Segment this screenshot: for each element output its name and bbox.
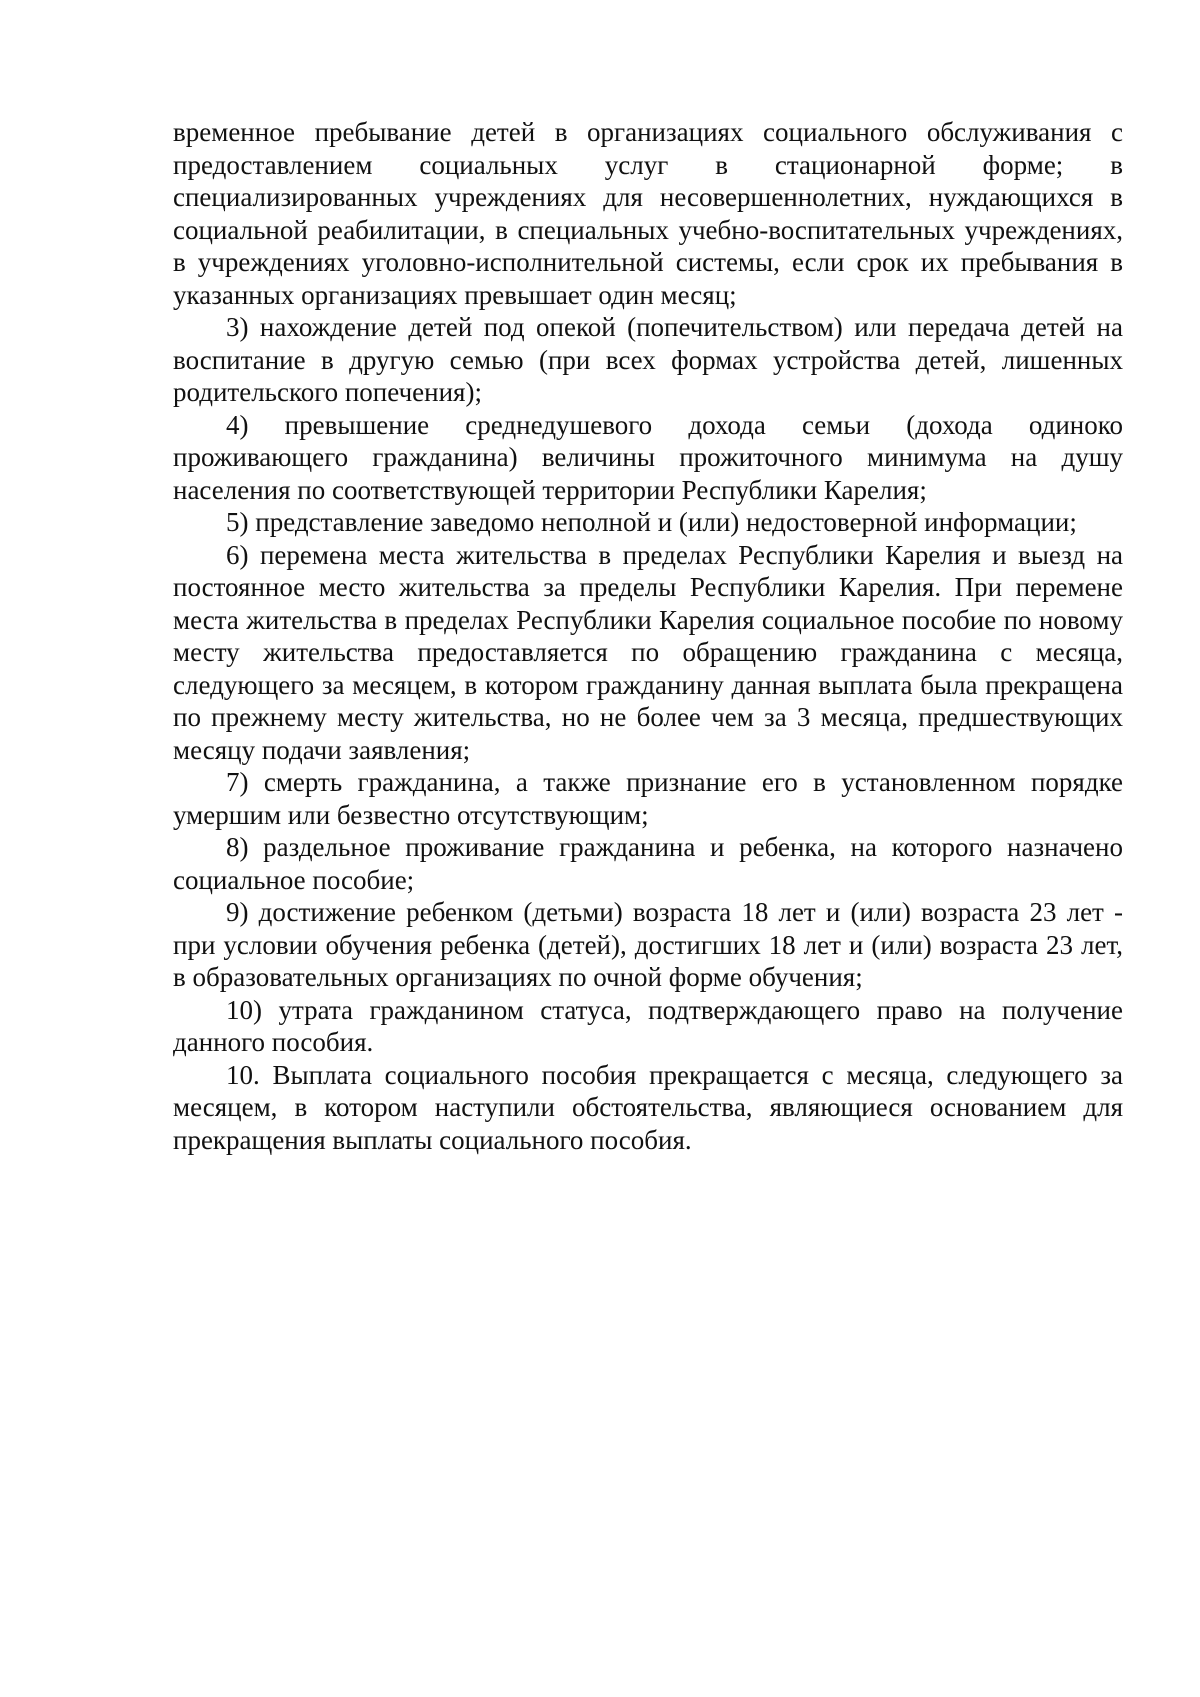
paragraph-item-8: 8) раздельное проживание гражданина и ребенка, на которого назначено социальное пособие; [173,832,1123,895]
paragraph-item-7: 7) смерть гражданина, а также признание его в установленном порядке умершим или безвестно отсутствующим; [173,767,1123,830]
paragraph-item-10: 10) утрата гражданином статуса, подтверждающего право на получение данного пособия. [173,994,1123,1057]
paragraph-clause-10: 10. Выплата социального пособия прекращается с месяца, следующего за месяцем, в котором наступили обстоятельства, являющиеся основанием для прекращения выплаты социального пособия. [173,1059,1123,1155]
paragraph-item-6: 6) перемена места жительства в пределах Республики Карелия и выезд на постоянное место жительства за пределы Республики Карелия. При перемене места жительства в пределах Республики Карелия социальное пособие по новому месту жительства предоставляется по обращению гражданина с месяца, следующего за месяцем, в котором гражданину данная выплата была прекращена по прежнему месту жительства, но не более чем за 3 месяца, предшествующих месяцу подачи заявления; [173,539,1123,765]
paragraph-item-4: 4) превышение среднедушевого дохода семьи (дохода одиноко проживающего гражданина) величины прожиточного минимума на душу населения по соответствующей территории Республики Карелия; [173,409,1123,505]
paragraph-continuation: временное пребывание детей в организациях социального обслуживания с предоставлением социальных услуг в стационарной форме; в специализированных учреждениях для несовершеннолетних, нуждающихся в социальной реабилитации, в специальных учебно-воспитательных учреждениях, в учреждениях уголовно-исполнительной системы, если срок их пребывания в указанных организациях превышает один месяц; [173,117,1123,310]
paragraph-item-3: 3) нахождение детей под опекой (попечительством) или передача детей на воспитание в другую семью (при всех формах устройства детей, лишенных родительского попечения); [173,312,1123,407]
document-body [173,116,1123,1156]
paragraph-item-5: 5) представление заведомо неполной и (или) недостоверной информации; [226,507,1077,537]
paragraph-item-9: 9) достижение ребенком (детьми) возраста 18 лет и (или) возраста 23 лет - при условии обучения ребенка (детей), достигших 18 лет и (или) возраста 23 лет, в образовательных организациях по очной форме обучения; [173,897,1123,992]
